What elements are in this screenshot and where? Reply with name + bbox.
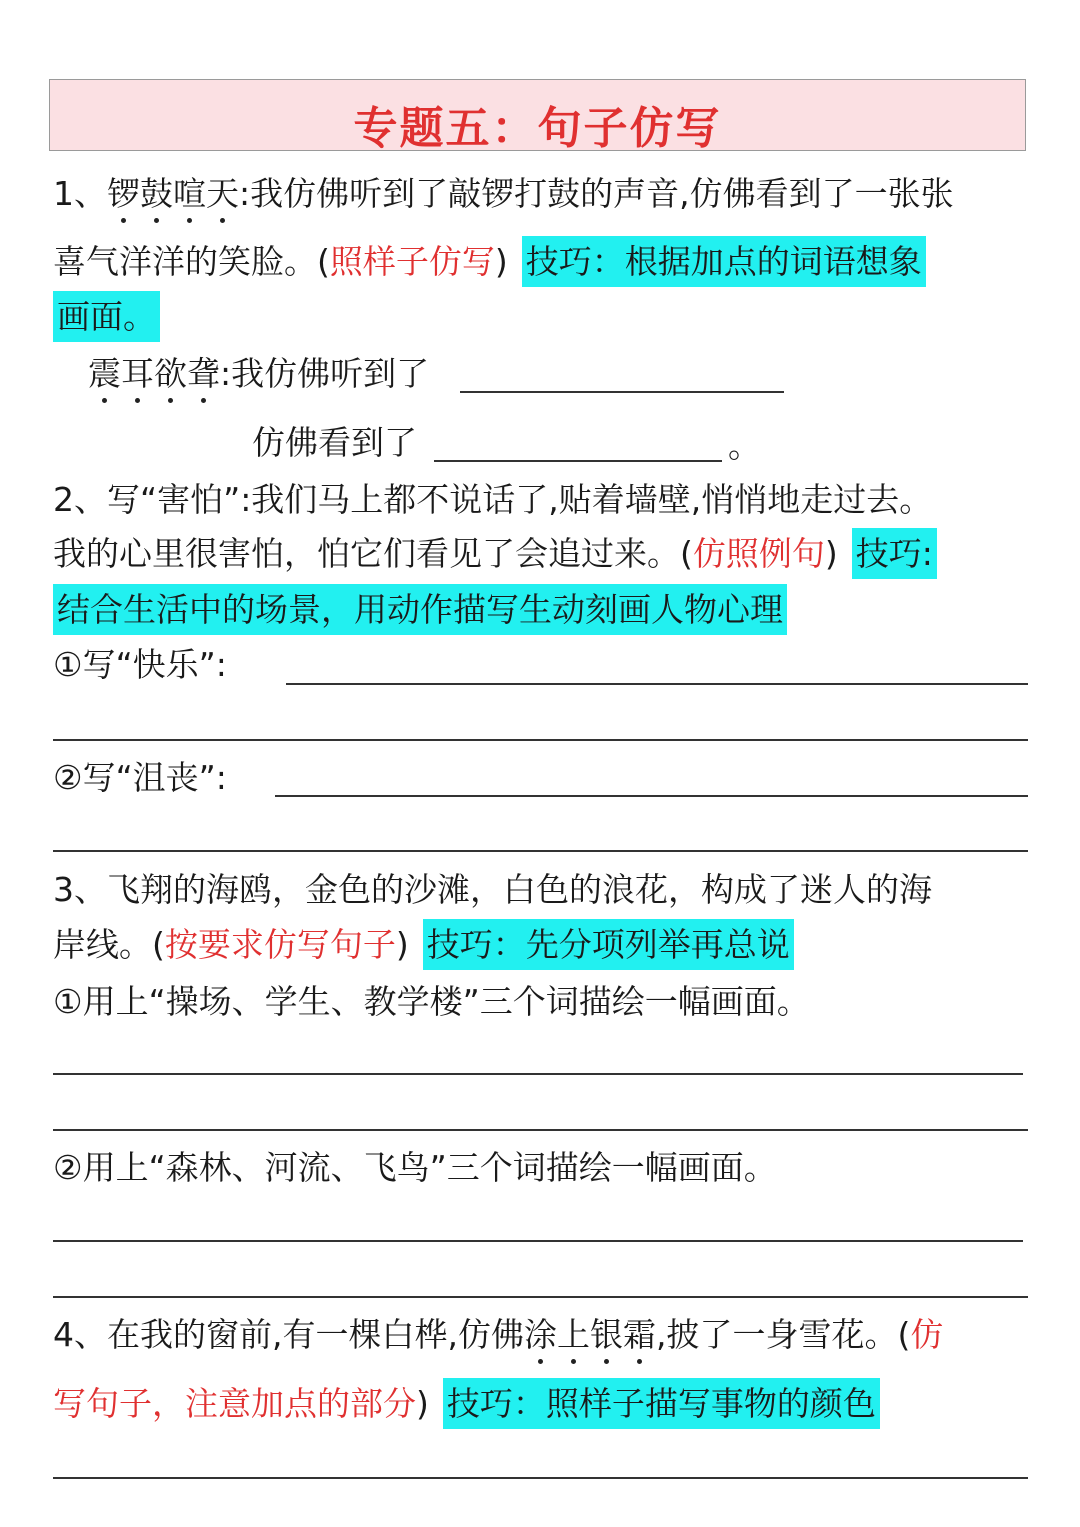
q3-item2: ②用上“森林、河流、飞鸟”三个词描绘一幅画面。 (53, 1148, 777, 1187)
q4-line2 (53, 1384, 880, 1424)
dotted-char: 喧 (173, 174, 206, 213)
page-title: 专题五：句子仿写 (353, 103, 722, 154)
answer-blank[interactable] (53, 1477, 1028, 1479)
q4-requirement-start: 仿 (910, 1315, 944, 1354)
q1-example-line1 (88, 354, 429, 394)
q3-item1: ①用上“操场、学生、教学楼”三个词描绘一幅画面。 (53, 982, 810, 1021)
q1-line1 (53, 174, 954, 214)
q4-sentence-end: ,披了一身雪花。( (655, 1315, 911, 1354)
answer-blank[interactable] (53, 850, 1028, 852)
q2-line3 (53, 590, 787, 630)
q1-example-prompt: :我仿佛听到了 (220, 354, 430, 393)
q2-item1: ①写“快乐”: (53, 645, 227, 684)
dotted-char: 天 (206, 174, 239, 213)
title-box (49, 79, 1026, 154)
q3-requirement: 按要求仿写句子 (164, 925, 396, 964)
dotted-char: 锣 (107, 174, 140, 213)
q1-tip: 技巧：根据加点的词语想象 (522, 236, 926, 287)
q4-tip: 技巧：照样子描写事物的颜色 (443, 1378, 880, 1429)
dotted-char: 上 (556, 1315, 590, 1354)
paren-close: ) (395, 925, 409, 964)
q3-tip: 技巧：先分项列举再总说 (423, 919, 794, 970)
q2-tip: 技巧: (852, 528, 937, 579)
q3-line1: 3、飞翔的海鸥，金色的沙滩，白色的浪花，构成了迷人的海 (53, 870, 932, 909)
answer-blank[interactable] (53, 1073, 1023, 1075)
q2-item2: ②写“沮丧”: (53, 758, 227, 797)
q2-line2 (53, 534, 937, 574)
q1-sentence-rest: :我仿佛听到了敲锣打鼓的声音,仿佛看到了一张张 (239, 174, 954, 213)
q2-tip-cont: 结合生活中的场景，用动作描写生动刻画人物心理 (53, 584, 787, 635)
dotted-char: 鼓 (140, 174, 173, 213)
q1-example-line2: 仿佛看到了 (252, 423, 417, 462)
answer-blank[interactable] (275, 795, 1028, 797)
dotted-char: 耳 (121, 354, 154, 393)
paren-close: ) (824, 534, 838, 573)
dotted-char: 欲 (154, 354, 187, 393)
answer-blank[interactable] (460, 391, 784, 393)
answer-blank[interactable] (53, 1296, 1028, 1298)
q4-line1 (53, 1315, 943, 1355)
q4-requirement: 写句子，注意加点的部分 (53, 1384, 416, 1423)
q3-sentence-end: 岸线。( (53, 925, 165, 964)
q2-sentence-end: 我的心里很害怕，怕它们看见了会追过来。( (53, 534, 693, 573)
answer-blank[interactable] (286, 683, 1028, 685)
paren-close: ) (416, 1384, 429, 1423)
answer-blank[interactable] (53, 1129, 1028, 1131)
dotted-char: 涂 (523, 1315, 557, 1354)
q4-sentence-start: 4、在我的窗前,有一棵白桦,仿佛 (53, 1315, 524, 1354)
q1-requirement: 照样子仿写 (329, 242, 495, 281)
q1-line3 (53, 297, 160, 337)
dotted-char: 银 (589, 1315, 623, 1354)
answer-blank[interactable] (53, 739, 1028, 741)
dotted-char: 霜 (622, 1315, 656, 1354)
period: 。 (728, 426, 761, 465)
dotted-char: 聋 (187, 354, 220, 393)
dotted-char: 震 (88, 354, 121, 393)
answer-blank[interactable] (434, 460, 722, 462)
q1-tip-cont: 画面。 (53, 291, 160, 342)
q3-line2 (53, 925, 794, 965)
q2-line1: 2、写“害怕”:我们马上都不说话了,贴着墙壁,悄悄地走过去。 (53, 480, 933, 519)
q1-number: 1、 (53, 174, 107, 213)
q1-sentence-end: 喜气洋洋的笑脸。( (53, 242, 330, 281)
answer-blank[interactable] (53, 1240, 1023, 1242)
paren-close: ) (494, 242, 508, 281)
q2-requirement: 仿照例句 (692, 534, 825, 573)
q1-line2 (53, 242, 926, 282)
